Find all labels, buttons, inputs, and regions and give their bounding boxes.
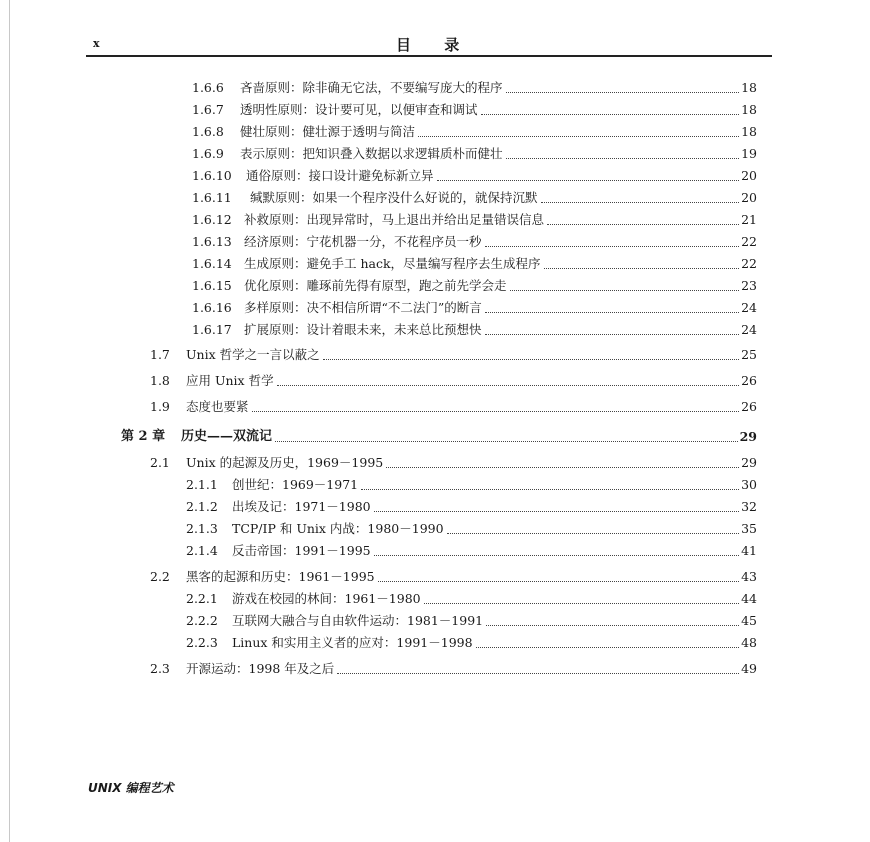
toc-entry-title: 补救原则：出现异常时，马上退出并给出足量错误信息 [244,212,545,227]
toc-entry-number: 1.6.6 [192,80,224,95]
toc-entry-page: 24 [741,322,757,337]
toc-entry-title: 优化原则：雕琢前先得有原型，跑之前先学会走 [244,278,507,293]
toc-entry[interactable] [192,278,757,294]
toc-chapter-page: 29 [739,429,757,444]
toc-entry-title: 生成原则：避免手工 hack，尽量编写程序去生成程序 [244,256,541,271]
toc-entry[interactable] [186,543,757,559]
toc-leader-dots [485,245,740,247]
toc-leader-dots [485,333,740,335]
toc-entry[interactable] [150,399,757,415]
toc-leader-dots [386,466,739,468]
toc-entry-title: 态度也要紧 [186,399,249,414]
toc-entry-number: 1.6.13 [192,234,232,249]
toc-entry-number: 1.6.10 [192,168,232,183]
toc-entry-number: 1.7 [150,347,170,362]
toc-entry-number: 1.8 [150,373,170,388]
toc-entry-title: Unix 的起源及历史，1969－1995 [186,455,384,470]
toc-entry-page: 29 [741,455,757,470]
toc-entry-number: 2.1.4 [186,543,218,558]
toc-leader-dots [541,201,740,203]
toc-entry-number: 1.6.16 [192,300,232,315]
toc-entry[interactable] [150,373,757,389]
toc-entry-title: 黑客的起源和历史：1961－1995 [186,569,375,584]
toc-entry-title: 扩展原则：设计着眼未来，未来总比预想快 [244,322,482,337]
toc-entry[interactable] [186,613,757,629]
toc-leader-dots [437,179,740,181]
toc-leader-dots [506,91,740,93]
toc-entry-number: 1.6.7 [192,102,224,117]
toc-leader-dots [481,113,740,115]
toc-entry[interactable] [150,455,757,471]
toc-entry-page: 45 [741,613,757,628]
toc-leader-dots [378,580,739,582]
toc-entry-page: 32 [741,499,757,514]
toc-entry-page: 26 [741,399,757,414]
toc-leader-dots [323,358,739,360]
toc-entry-title: 健壮原则：健壮源于透明与简洁 [240,124,416,139]
toc-entry[interactable] [192,124,757,140]
toc-entry[interactable] [192,102,757,118]
toc-entry-title: 出埃及记：1971－1980 [232,499,371,514]
toc-entry[interactable] [192,322,757,338]
toc-entry[interactable] [192,256,757,272]
toc-entry-title: 表示原则：把知识叠入数据以求逻辑质朴而健壮 [240,146,503,161]
toc-entry[interactable] [192,234,757,250]
toc-entry-title: 互联网大融合与自由软件运动：1981－1991 [232,613,484,628]
toc-entry-page: 41 [741,543,757,558]
toc-entry-number: 1.6.12 [192,212,232,227]
toc-entry[interactable] [192,146,757,162]
toc-entry-number: 2.2 [150,569,170,584]
toc-entry-page: 44 [741,591,757,606]
toc-entry-title: Linux 和实用主义者的应对：1991－1998 [232,635,473,650]
toc-leader-dots [337,672,739,674]
toc-entry-number: 1.6.15 [192,278,232,293]
page-edge-line [9,0,10,842]
toc-entry-number: 2.2.1 [186,591,218,606]
toc-entry[interactable] [186,499,757,515]
toc-entry[interactable] [192,300,757,316]
toc-entry-page: 25 [741,347,757,362]
toc-entry-number: 1.6.17 [192,322,232,337]
toc-entry-page: 30 [741,477,757,492]
toc-entry-page: 22 [741,256,757,271]
toc-entry-page: 21 [741,212,757,227]
toc-entry[interactable] [186,635,757,651]
toc-entry-page: 23 [741,278,757,293]
toc-leader-dots [486,624,739,626]
toc-leader-dots [374,510,739,512]
toc-entry-title: 开源运动：1998 年及之后 [186,661,335,676]
toc-entry-title: TCP/IP 和 Unix 内战：1980－1990 [232,521,444,536]
toc-leader-dots [275,440,738,442]
toc-leader-dots [447,532,740,534]
toc-entry-number: 1.6.14 [192,256,232,271]
toc-entry-title: 游戏在校园的林间：1961－1980 [232,591,421,606]
toc-chapter-title: 历史——双流记 [181,429,273,444]
toc-entry[interactable] [186,477,757,493]
toc-entry[interactable] [150,661,757,677]
toc-leader-dots [544,267,740,269]
toc-entry-title: 反击帝国：1991－1995 [232,543,371,558]
toc-entry-title: 多样原则：决不相信所谓“不二法门”的断言 [244,300,482,315]
toc-entry-page: 49 [741,661,757,676]
toc-leader-dots [476,646,740,648]
toc-entry-page: 24 [741,300,757,315]
toc-leader-dots [374,554,739,556]
toc-entry-page: 26 [741,373,757,388]
toc-entry-page: 18 [741,80,757,95]
toc-leader-dots [506,157,740,159]
header-title: 目 录 [396,36,474,54]
toc-leader-dots [547,223,739,225]
toc-entry-title: 透明性原则：设计要可见，以便审查和调试 [240,102,478,117]
toc-entry-title: 通俗原则：接口设计避免标新立异 [246,168,434,183]
toc-leader-dots [485,311,739,313]
toc-leader-dots [252,410,740,412]
toc-entry-page: 18 [741,102,757,117]
toc-entry-page: 19 [741,146,757,161]
toc-entry-title: 应用 Unix 哲学 [186,373,274,388]
toc-entry-title: 吝啬原则：除非确无它法，不要编写庞大的程序 [240,80,503,95]
toc-entry-page: 20 [741,190,757,205]
toc-chapter-entry[interactable] [121,429,757,445]
toc-entry[interactable] [192,190,757,206]
toc-entry-number: 1.9 [150,399,170,414]
toc-leader-dots [510,289,740,291]
toc-entry[interactable] [192,80,757,96]
toc-leader-dots [277,384,740,386]
toc-entry-number: 1.6.11 [192,190,232,205]
toc-chapter-number: 第 2 章 [121,429,166,444]
toc-entry-number: 2.2.3 [186,635,218,650]
toc-entry[interactable] [192,212,757,228]
footer-book-title: UNIX 编程艺术 [88,781,174,795]
toc-entry-number: 2.1 [150,455,170,470]
toc-entry-page: 35 [741,521,757,536]
toc-entry-title: 经济原则：宁花机器一分，不花程序员一秒 [244,234,482,249]
toc-entry-number: 2.1.1 [186,477,218,492]
toc-entry-page: 22 [741,234,757,249]
toc-leader-dots [418,135,739,137]
toc-entry[interactable] [150,347,757,363]
toc-entry[interactable] [186,521,757,537]
toc-entry-page: 20 [741,168,757,183]
toc-entry-page: 43 [741,569,757,584]
toc-leader-dots [361,488,739,490]
toc-entry-number: 1.6.9 [192,146,224,161]
toc-entry-number: 2.1.3 [186,521,218,536]
toc-entry-page: 18 [741,124,757,139]
toc-entry-number: 2.2.2 [186,613,218,628]
toc-entry[interactable] [186,591,757,607]
toc-entry-number: 1.6.8 [192,124,224,139]
toc-entry[interactable] [192,168,757,184]
toc-entry-title: 创世纪：1969－1971 [232,477,359,492]
toc-entry-title: 缄默原则：如果一个程序没什么好说的，就保持沉默 [250,190,538,205]
toc-entry-title: Unix 哲学之一言以蔽之 [186,347,320,362]
header-rule [86,55,772,57]
toc-entry[interactable] [150,569,757,585]
toc-entry-page: 48 [741,635,757,650]
toc-entry-number: 2.1.2 [186,499,218,514]
header-page-number: x [93,37,100,50]
toc-entry-number: 2.3 [150,661,170,676]
toc-leader-dots [424,602,739,604]
